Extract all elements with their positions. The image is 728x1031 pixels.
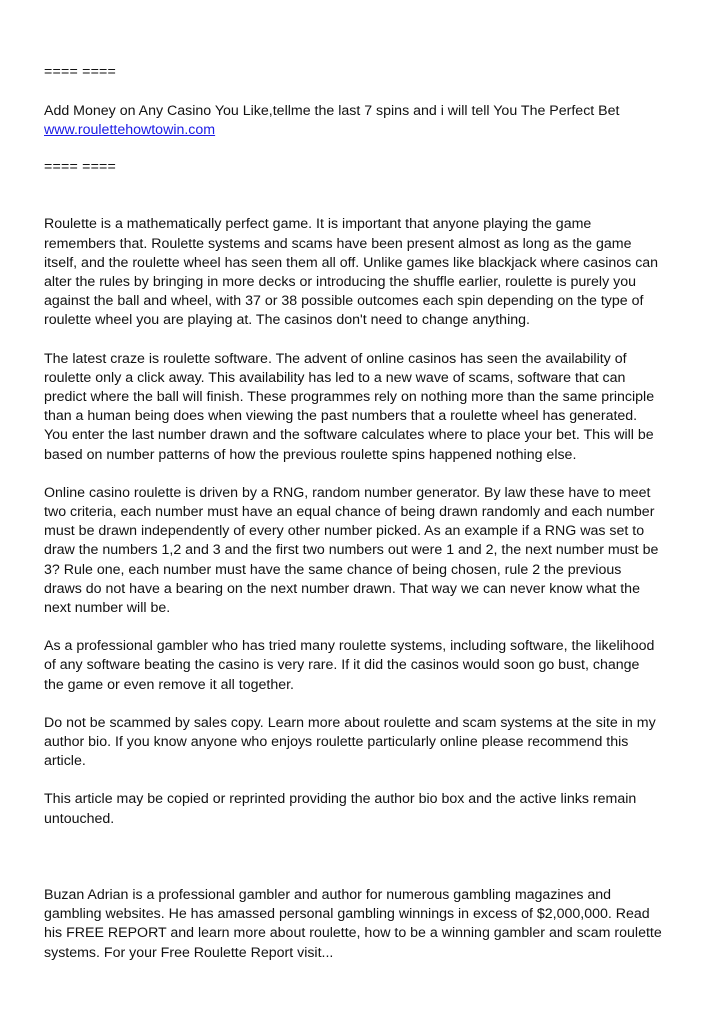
paragraph-6 — [44, 790, 694, 828]
promo-link-line — [44, 121, 694, 140]
paragraph-line: must be drawn independently of every other number picked. As an example if a RNG was set to — [44, 523, 645, 540]
paragraph-line: This article may be copied or reprinted providing the author bio box and the active links remain — [44, 791, 637, 808]
paragraph-line: author bio. If you know anyone who enjoys roulette particularly online please recommend this — [44, 734, 629, 751]
promo-link[interactable]: www.roulettehowtowin.com — [44, 122, 216, 139]
author-bio — [44, 886, 694, 963]
separator-top: ==== ==== — [44, 64, 117, 80]
author-bio-line: his FREE REPORT and learn more about roulette, how to be a winning gambler and scam roulette — [44, 925, 662, 942]
paragraph-line: remembers that. Roulette systems and scams have been present almost as long as the game — [44, 235, 632, 252]
paragraph-4 — [44, 637, 694, 695]
paragraph-line: The latest craze is roulette software. The advent of online casinos has seen the availability of — [44, 350, 627, 367]
paragraph-line: alter the rules by bringing in more decks or introducing the shuffle earlier, roulette is purely you — [44, 274, 636, 291]
paragraph-line: predict where the ball will finish. These programmes rely on nothing more than the same principle — [44, 389, 655, 406]
paragraph-line: against the ball and wheel, with 37 or 38 possible outcomes each spin depending on the type of — [44, 293, 644, 310]
paragraph-line: the game or even remove it all together. — [44, 676, 294, 693]
promo-text: Add Money on Any Casino You Like,tellme the last 7 spins and i will tell You The Perfect Bet — [44, 103, 620, 119]
paragraph-line: Online casino roulette is driven by a RNG, random number generator. By law these have to meet — [44, 484, 651, 501]
paragraph-line: than a human being does when viewing the past numbers that a roulette wheel has generated. — [44, 408, 638, 425]
article-body — [44, 215, 694, 828]
paragraph-line: draw the numbers 1,2 and 3 and the first two numbers out were 1 and 2, the next number must be — [44, 542, 659, 559]
paragraph-line: next number will be. — [44, 600, 171, 617]
paragraph-line: roulette only a click away. This availability has led to a new wave of scams, software that can — [44, 369, 626, 386]
paragraph-2 — [44, 350, 694, 465]
paragraph-line: two criteria, each number must have an equal chance of being drawn randomly and each number — [44, 504, 655, 521]
paragraph-line: untouched. — [44, 810, 115, 827]
paragraph-line: based on number patterns of how the previous roulette spins happened nothing else. — [44, 446, 577, 463]
paragraph-line: Do not be scammed by sales copy. Learn more about roulette and scam systems at the site in my — [44, 714, 656, 731]
paragraph-line: 3? Rule one, each number must have the same chance of being chosen, rule 2 the previous — [44, 561, 622, 578]
document-page — [44, 63, 694, 963]
paragraph-line: draws do not have a bearing on the next number drawn. That way we can never know what the — [44, 580, 640, 597]
author-bio-line: gambling websites. He has amassed personal gambling winnings in excess of $2,000,000. Read — [44, 906, 650, 923]
paragraph-5 — [44, 714, 694, 772]
paragraph-line: article. — [44, 753, 86, 770]
paragraph-line: Roulette is a mathematically perfect game. It is important that anyone playing the game — [44, 216, 592, 233]
separator-bottom: ==== ==== — [44, 159, 117, 176]
paragraph-line: You enter the last number drawn and the software calculates where to place your bet. This will be — [44, 427, 654, 444]
paragraph-3 — [44, 484, 694, 618]
paragraph-1 — [44, 215, 694, 330]
paragraph-line: of any software beating the casino is very rare. If it did the casinos would soon go bust, change — [44, 657, 640, 674]
paragraph-line: itself, and the roulette wheel has seen them all off. Unlike games like blackjack where casinos can — [44, 254, 659, 271]
paragraph-line: roulette wheel you are playing at. The casinos don't need to change anything. — [44, 312, 530, 329]
author-bio-line: systems. For your Free Roulette Report visit... — [44, 944, 334, 961]
paragraph-line: As a professional gambler who has tried many roulette systems, including software, the likelihood — [44, 638, 655, 655]
author-bio-line: Buzan Adrian is a professional gambler and author for numerous gambling magazines and — [44, 886, 612, 903]
